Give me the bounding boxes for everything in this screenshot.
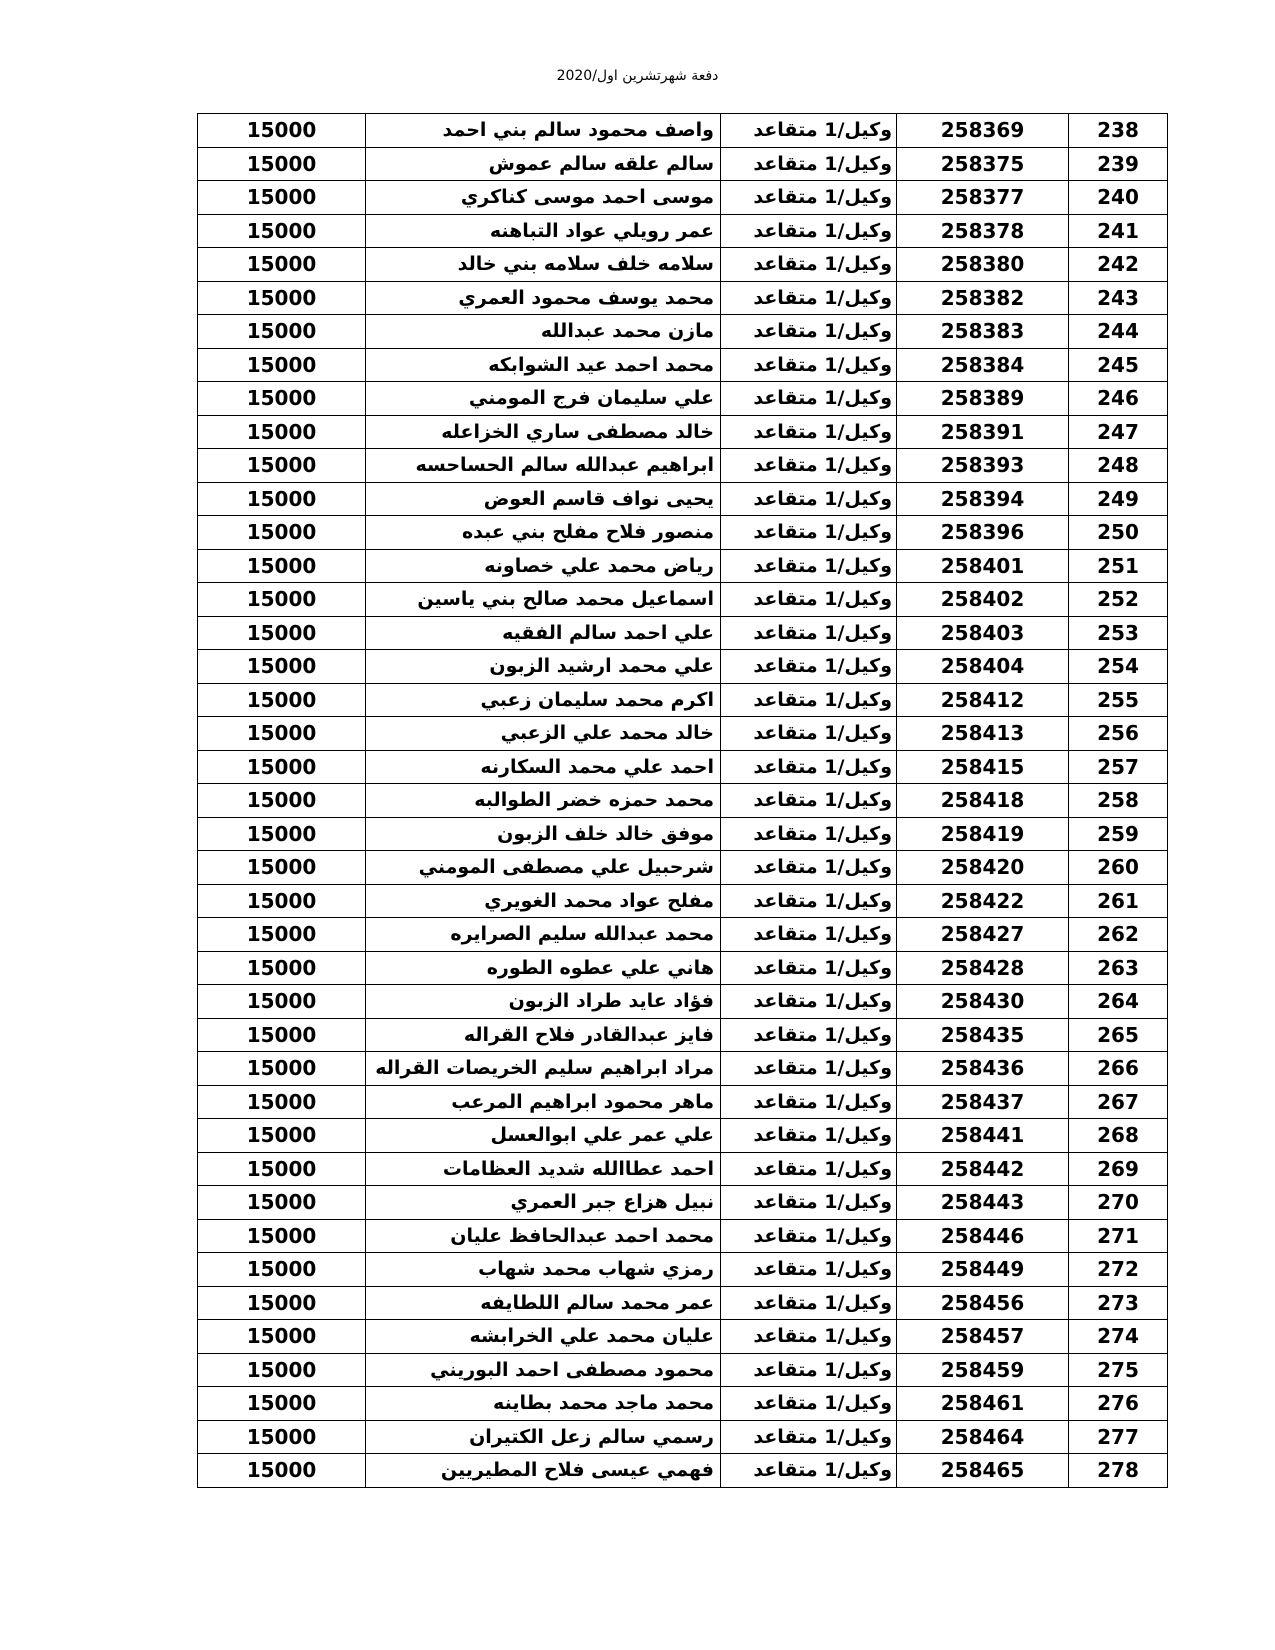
table-row (198, 281, 1168, 315)
id-cell: 258465 (897, 1454, 1069, 1488)
type-cell: وكيل/1 متقاعد (721, 315, 897, 349)
type-cell: وكيل/1 متقاعد (721, 750, 897, 784)
seq-cell: 247 (1069, 415, 1168, 449)
amount-cell: 15000 (198, 985, 366, 1019)
type-cell: وكيل/1 متقاعد (721, 884, 897, 918)
table-row (198, 1353, 1168, 1387)
id-cell: 258459 (897, 1353, 1069, 1387)
amount-cell: 15000 (198, 884, 366, 918)
table-row (198, 1085, 1168, 1119)
amount-cell: 15000 (198, 1152, 366, 1186)
id-cell: 258412 (897, 683, 1069, 717)
id-cell: 258404 (897, 650, 1069, 684)
seq-cell: 244 (1069, 315, 1168, 349)
table-row (198, 784, 1168, 818)
seq-cell: 249 (1069, 482, 1168, 516)
id-cell: 258394 (897, 482, 1069, 516)
table-row (198, 315, 1168, 349)
id-cell: 258422 (897, 884, 1069, 918)
table-row (198, 985, 1168, 1019)
amount-cell: 15000 (198, 181, 366, 215)
name-cell: عمر رويلي عواد التباهنه (366, 214, 721, 248)
seq-cell: 275 (1069, 1353, 1168, 1387)
name-cell: محمد ماجد محمد بطاينه (366, 1387, 721, 1421)
table-row (198, 918, 1168, 952)
table-row (198, 851, 1168, 885)
type-cell: وكيل/1 متقاعد (721, 415, 897, 449)
id-cell: 258443 (897, 1186, 1069, 1220)
seq-cell: 241 (1069, 214, 1168, 248)
seq-cell: 243 (1069, 281, 1168, 315)
id-cell: 258393 (897, 449, 1069, 483)
name-cell: موسى احمد موسى كناكري (366, 181, 721, 215)
amount-cell: 15000 (198, 516, 366, 550)
name-cell: علي سليمان فرج المومني (366, 382, 721, 416)
table-row (198, 1253, 1168, 1287)
amount-cell: 15000 (198, 1018, 366, 1052)
amount-cell: 15000 (198, 784, 366, 818)
id-cell: 258375 (897, 147, 1069, 181)
table-row (198, 114, 1168, 148)
amount-cell: 15000 (198, 1052, 366, 1086)
type-cell: وكيل/1 متقاعد (721, 1320, 897, 1354)
id-cell: 258378 (897, 214, 1069, 248)
seq-cell: 262 (1069, 918, 1168, 952)
seq-cell: 269 (1069, 1152, 1168, 1186)
type-cell: وكيل/1 متقاعد (721, 583, 897, 617)
seq-cell: 250 (1069, 516, 1168, 550)
table-row (198, 650, 1168, 684)
name-cell: عليان محمد علي الخرابشه (366, 1320, 721, 1354)
type-cell: وكيل/1 متقاعد (721, 1186, 897, 1220)
id-cell: 258419 (897, 817, 1069, 851)
table-row (198, 482, 1168, 516)
id-cell: 258418 (897, 784, 1069, 818)
seq-cell: 272 (1069, 1253, 1168, 1287)
type-cell: وكيل/1 متقاعد (721, 348, 897, 382)
name-cell: محمد حمزه خضر الطوالبه (366, 784, 721, 818)
id-cell: 258442 (897, 1152, 1069, 1186)
table-row (198, 884, 1168, 918)
seq-cell: 265 (1069, 1018, 1168, 1052)
name-cell: محمد احمد عيد الشوابكه (366, 348, 721, 382)
seq-cell: 277 (1069, 1420, 1168, 1454)
table-row (198, 348, 1168, 382)
id-cell: 258380 (897, 248, 1069, 282)
table-row (198, 750, 1168, 784)
type-cell: وكيل/1 متقاعد (721, 951, 897, 985)
amount-cell: 15000 (198, 1454, 366, 1488)
seq-cell: 251 (1069, 549, 1168, 583)
seq-cell: 258 (1069, 784, 1168, 818)
seq-cell: 239 (1069, 147, 1168, 181)
table-row (198, 1052, 1168, 1086)
page-title: دفعة شهرتشرين اول/2020 (556, 68, 719, 84)
seq-cell: 268 (1069, 1119, 1168, 1153)
name-cell: محمد احمد عبدالحافظ عليان (366, 1219, 721, 1253)
name-cell: علي عمر علي ابوالعسل (366, 1119, 721, 1153)
name-cell: رسمي سالم زعل الكتيران (366, 1420, 721, 1454)
id-cell: 258369 (897, 114, 1069, 148)
id-cell: 258441 (897, 1119, 1069, 1153)
type-cell: وكيل/1 متقاعد (721, 482, 897, 516)
table-row (198, 1119, 1168, 1153)
table-row (198, 181, 1168, 215)
amount-cell: 15000 (198, 449, 366, 483)
name-cell: سلامه خلف سلامه بني خالد (366, 248, 721, 282)
amount-cell: 15000 (198, 348, 366, 382)
name-cell: رياض محمد علي خصاونه (366, 549, 721, 583)
table-row (198, 1186, 1168, 1220)
table-row (198, 951, 1168, 985)
type-cell: وكيل/1 متقاعد (721, 817, 897, 851)
id-cell: 258464 (897, 1420, 1069, 1454)
amount-cell: 15000 (198, 415, 366, 449)
seq-cell: 255 (1069, 683, 1168, 717)
type-cell: وكيل/1 متقاعد (721, 1286, 897, 1320)
amount-cell: 15000 (198, 382, 366, 416)
name-cell: فهمي عيسى فلاح المطيريين (366, 1454, 721, 1488)
seq-cell: 240 (1069, 181, 1168, 215)
seq-cell: 252 (1069, 583, 1168, 617)
type-cell: وكيل/1 متقاعد (721, 248, 897, 282)
name-cell: نبيل هزاع جبر العمري (366, 1186, 721, 1220)
id-cell: 258461 (897, 1387, 1069, 1421)
amount-cell: 15000 (198, 1353, 366, 1387)
amount-cell: 15000 (198, 1320, 366, 1354)
type-cell: وكيل/1 متقاعد (721, 784, 897, 818)
type-cell: وكيل/1 متقاعد (721, 449, 897, 483)
seq-cell: 246 (1069, 382, 1168, 416)
seq-cell: 276 (1069, 1387, 1168, 1421)
name-cell: هاني علي عطوه الطوره (366, 951, 721, 985)
name-cell: شرحبيل علي مصطفى المومني (366, 851, 721, 885)
seq-cell: 263 (1069, 951, 1168, 985)
type-cell: وكيل/1 متقاعد (721, 1253, 897, 1287)
table-row (198, 382, 1168, 416)
name-cell: محمد عبدالله سليم الصرايره (366, 918, 721, 952)
table-row (198, 1152, 1168, 1186)
payment-table (197, 113, 1168, 1488)
name-cell: مفلح عواد محمد الغويري (366, 884, 721, 918)
type-cell: وكيل/1 متقاعد (721, 1018, 897, 1052)
amount-cell: 15000 (198, 1186, 366, 1220)
amount-cell: 15000 (198, 482, 366, 516)
table-row (198, 147, 1168, 181)
type-cell: وكيل/1 متقاعد (721, 650, 897, 684)
type-cell: وكيل/1 متقاعد (721, 1052, 897, 1086)
name-cell: مازن محمد عبدالله (366, 315, 721, 349)
table-row (198, 415, 1168, 449)
type-cell: وكيل/1 متقاعد (721, 1119, 897, 1153)
amount-cell: 15000 (198, 281, 366, 315)
type-cell: وكيل/1 متقاعد (721, 382, 897, 416)
type-cell: وكيل/1 متقاعد (721, 616, 897, 650)
amount-cell: 15000 (198, 214, 366, 248)
seq-cell: 256 (1069, 717, 1168, 751)
amount-cell: 15000 (198, 918, 366, 952)
type-cell: وكيل/1 متقاعد (721, 214, 897, 248)
table-row (198, 583, 1168, 617)
id-cell: 258427 (897, 918, 1069, 952)
seq-cell: 266 (1069, 1052, 1168, 1086)
amount-cell: 15000 (198, 315, 366, 349)
table-row (198, 549, 1168, 583)
name-cell: مراد ابراهيم سليم الخريصات القراله (366, 1052, 721, 1086)
table-row (198, 616, 1168, 650)
seq-cell: 242 (1069, 248, 1168, 282)
table-row (198, 1219, 1168, 1253)
name-cell: خالد محمد علي الزعبي (366, 717, 721, 751)
amount-cell: 15000 (198, 717, 366, 751)
seq-cell: 253 (1069, 616, 1168, 650)
id-cell: 258391 (897, 415, 1069, 449)
table-row (198, 1286, 1168, 1320)
seq-cell: 270 (1069, 1186, 1168, 1220)
type-cell: وكيل/1 متقاعد (721, 281, 897, 315)
id-cell: 258449 (897, 1253, 1069, 1287)
name-cell: فؤاد عايد طراد الزبون (366, 985, 721, 1019)
amount-cell: 15000 (198, 114, 366, 148)
payment-table-body (198, 114, 1168, 1488)
table-row (198, 817, 1168, 851)
name-cell: رمزي شهاب محمد شهاب (366, 1253, 721, 1287)
amount-cell: 15000 (198, 1286, 366, 1320)
amount-cell: 15000 (198, 1119, 366, 1153)
id-cell: 258457 (897, 1320, 1069, 1354)
id-cell: 258420 (897, 851, 1069, 885)
id-cell: 258382 (897, 281, 1069, 315)
type-cell: وكيل/1 متقاعد (721, 1353, 897, 1387)
id-cell: 258383 (897, 315, 1069, 349)
table-row (198, 1320, 1168, 1354)
type-cell: وكيل/1 متقاعد (721, 1085, 897, 1119)
type-cell: وكيل/1 متقاعد (721, 985, 897, 1019)
table-row (198, 1018, 1168, 1052)
seq-cell: 267 (1069, 1085, 1168, 1119)
id-cell: 258415 (897, 750, 1069, 784)
name-cell: سالم علقه سالم عموش (366, 147, 721, 181)
type-cell: وكيل/1 متقاعد (721, 147, 897, 181)
amount-cell: 15000 (198, 147, 366, 181)
seq-cell: 274 (1069, 1320, 1168, 1354)
seq-cell: 259 (1069, 817, 1168, 851)
name-cell: ابراهيم عبدالله سالم الحساحسه (366, 449, 721, 483)
name-cell: احمد علي محمد السكارنه (366, 750, 721, 784)
name-cell: موفق خالد خلف الزبون (366, 817, 721, 851)
id-cell: 258377 (897, 181, 1069, 215)
name-cell: علي احمد سالم الفقيه (366, 616, 721, 650)
seq-cell: 260 (1069, 851, 1168, 885)
type-cell: وكيل/1 متقاعد (721, 683, 897, 717)
name-cell: ماهر محمود ابراهيم المرعب (366, 1085, 721, 1119)
table-row (198, 248, 1168, 282)
amount-cell: 15000 (198, 851, 366, 885)
seq-cell: 257 (1069, 750, 1168, 784)
type-cell: وكيل/1 متقاعد (721, 717, 897, 751)
table-row (198, 683, 1168, 717)
name-cell: احمد عطاالله شديد العظامات (366, 1152, 721, 1186)
type-cell: وكيل/1 متقاعد (721, 1387, 897, 1421)
amount-cell: 15000 (198, 1085, 366, 1119)
name-cell: محمد يوسف محمود العمري (366, 281, 721, 315)
seq-cell: 264 (1069, 985, 1168, 1019)
amount-cell: 15000 (198, 650, 366, 684)
id-cell: 258413 (897, 717, 1069, 751)
amount-cell: 15000 (198, 750, 366, 784)
table-row (198, 1420, 1168, 1454)
type-cell: وكيل/1 متقاعد (721, 516, 897, 550)
name-cell: يحيى نواف قاسم العوض (366, 482, 721, 516)
name-cell: خالد مصطفى ساري الخزاعله (366, 415, 721, 449)
amount-cell: 15000 (198, 683, 366, 717)
type-cell: وكيل/1 متقاعد (721, 549, 897, 583)
amount-cell: 15000 (198, 1420, 366, 1454)
id-cell: 258446 (897, 1219, 1069, 1253)
amount-cell: 15000 (198, 583, 366, 617)
type-cell: وكيل/1 متقاعد (721, 1454, 897, 1488)
name-cell: فايز عبدالقادر فلاح القراله (366, 1018, 721, 1052)
amount-cell: 15000 (198, 1387, 366, 1421)
name-cell: واصف محمود سالم بني احمد (366, 114, 721, 148)
id-cell: 258428 (897, 951, 1069, 985)
seq-cell: 261 (1069, 884, 1168, 918)
table-row (198, 1454, 1168, 1488)
id-cell: 258401 (897, 549, 1069, 583)
type-cell: وكيل/1 متقاعد (721, 1152, 897, 1186)
type-cell: وكيل/1 متقاعد (721, 918, 897, 952)
name-cell: منصور فلاح مفلح بني عبده (366, 516, 721, 550)
table-row (198, 516, 1168, 550)
seq-cell: 254 (1069, 650, 1168, 684)
table-row (198, 214, 1168, 248)
id-cell: 258456 (897, 1286, 1069, 1320)
id-cell: 258396 (897, 516, 1069, 550)
seq-cell: 271 (1069, 1219, 1168, 1253)
seq-cell: 273 (1069, 1286, 1168, 1320)
seq-cell: 245 (1069, 348, 1168, 382)
amount-cell: 15000 (198, 549, 366, 583)
amount-cell: 15000 (198, 1219, 366, 1253)
table-row (198, 449, 1168, 483)
name-cell: محمود مصطفى احمد البوريني (366, 1353, 721, 1387)
name-cell: اكرم محمد سليمان زعبي (366, 683, 721, 717)
id-cell: 258403 (897, 616, 1069, 650)
id-cell: 258402 (897, 583, 1069, 617)
table-row (198, 1387, 1168, 1421)
amount-cell: 15000 (198, 951, 366, 985)
seq-cell: 248 (1069, 449, 1168, 483)
table-row (198, 717, 1168, 751)
type-cell: وكيل/1 متقاعد (721, 114, 897, 148)
name-cell: علي محمد ارشيد الزبون (366, 650, 721, 684)
id-cell: 258435 (897, 1018, 1069, 1052)
type-cell: وكيل/1 متقاعد (721, 1420, 897, 1454)
amount-cell: 15000 (198, 1253, 366, 1287)
seq-cell: 278 (1069, 1454, 1168, 1488)
id-cell: 258430 (897, 985, 1069, 1019)
amount-cell: 15000 (198, 817, 366, 851)
id-cell: 258384 (897, 348, 1069, 382)
amount-cell: 15000 (198, 616, 366, 650)
name-cell: اسماعيل محمد صالح بني ياسين (366, 583, 721, 617)
name-cell: عمر محمد سالم اللطايفه (366, 1286, 721, 1320)
type-cell: وكيل/1 متقاعد (721, 1219, 897, 1253)
id-cell: 258389 (897, 382, 1069, 416)
type-cell: وكيل/1 متقاعد (721, 181, 897, 215)
seq-cell: 238 (1069, 114, 1168, 148)
id-cell: 258437 (897, 1085, 1069, 1119)
amount-cell: 15000 (198, 248, 366, 282)
id-cell: 258436 (897, 1052, 1069, 1086)
type-cell: وكيل/1 متقاعد (721, 851, 897, 885)
